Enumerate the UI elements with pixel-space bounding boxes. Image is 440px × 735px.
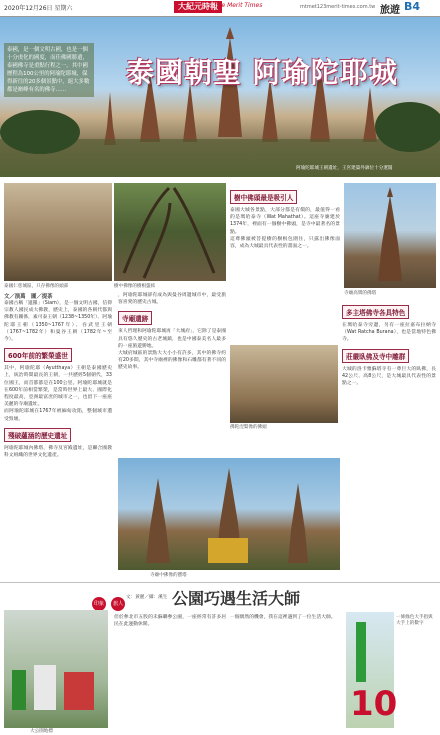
headline: 泰國朝聖 阿瑜陀耶城 xyxy=(126,56,398,89)
caption-buddha-head: 佛陀涅槃像的佛頭 xyxy=(230,425,267,430)
photo-tree-roots xyxy=(114,183,226,281)
page-number: B4 xyxy=(404,0,421,13)
paragraph: 這尊佛頭被菩提樹的樹根包圍住，只露出佛像面容，成為大城最具代表性的畫面之一。 xyxy=(230,236,340,250)
pagoda-drawing xyxy=(344,183,436,288)
subhead: 殘破蘊涵的歷史遺址 xyxy=(4,428,71,442)
photo-park xyxy=(4,610,108,728)
bottom-byline: 文：黃麗／攝：溪生 xyxy=(126,595,168,600)
photo-pagoda xyxy=(344,183,436,288)
article-column-3 xyxy=(230,185,340,340)
section-name: 旅遊 xyxy=(380,5,400,16)
subhead: 多主塔佛寺各具特色 xyxy=(342,305,409,319)
section-divider xyxy=(0,582,440,583)
hero-caption: 阿瑜陀耶城王朝遺址，王宮建築外廓位十分遼闊 xyxy=(296,166,393,171)
paragraph: 阿瑜陀耶城內佛塔、佛寺及宮殿遺址，是聯合國教科文組織的世界文化遺產。 xyxy=(4,445,112,459)
caption-green-hand: 一條綠色大手指與大手上的數字 xyxy=(396,615,433,626)
caption-pagoda: 寺廟高聳的佛塔 xyxy=(344,291,377,296)
photo-buddha-statues xyxy=(4,183,112,281)
paragraph: 在瑪哈泰寺旁邊，另有一座拉嘉布拉納寺（Wat Ratcha Burana），也是當地特色佛寺。 xyxy=(342,323,436,343)
park-drawing xyxy=(4,610,108,728)
subhead: 寺廟遺跡 xyxy=(118,311,152,325)
article-column-1 xyxy=(4,292,112,592)
bottom-column-1 xyxy=(114,614,226,724)
paragraph: 泰國古稱「暹羅」（Siam），是一個文明古國，信仰宗教人國民成大佛教，歷史上，泰國的各朝代都與佛教有關係，素可泰王朝（1238~1350年）、阿瑜陀耶王朝（1350~1767年）、吞武里王朝（1767~1782年）和曼谷王朝（1782年~至今）。 xyxy=(4,301,112,343)
bottom-headline: 公園巧遇生活大師 xyxy=(172,589,301,608)
paragraph: 而阿瑜陀耶城在1767年被緬甸攻陷，整個城市遭受毀壞。 xyxy=(4,409,112,422)
paragraph: 來人哲理和阿瑜陀耶城再「大城府」，它除了是泰國具有悠久歷史的古老城鎮，也是中國泰美名人最多的一座旅遊勝地。 xyxy=(118,329,226,349)
badge-traveler: 旅人 xyxy=(111,597,125,611)
newspaper-logo-en: The Merit Times xyxy=(214,2,263,9)
big-number: 10 xyxy=(350,684,398,724)
temple-ruins-illustration xyxy=(0,17,440,177)
paragraph: 一個偶然的機會，我在這裡遇到了一位生活大師。 xyxy=(230,615,336,620)
paragraph: 泰國大城各景點，大部分都是有價的，最值得一看的是瑪哈泰寺（Wat Mahathat）。這座寺廟建於1374年，裡面有一個樹中佛頭，是寺中最著名的景點。 xyxy=(230,208,340,235)
site-url: mtmet123merit-times.com.tw xyxy=(300,4,376,10)
subhead: 600年前的繁榮盛世 xyxy=(4,348,72,362)
bottom-column-2 xyxy=(230,614,340,724)
hero-photo xyxy=(0,17,440,177)
stupas-drawing xyxy=(118,458,340,570)
subhead: 樹中佛頭最是吸引人 xyxy=(230,190,297,204)
subhead: 莊嚴臥佛及寺中雕群 xyxy=(342,349,409,363)
paragraph: 但於參北市五股的未蘇聯參公園，一座經常有許多居民在此運動休閒。 xyxy=(114,615,226,628)
photo-temple-stupas xyxy=(118,458,340,570)
caption-tree: 樹中佛像的樹根盤結 xyxy=(114,284,156,289)
photo-green-hand xyxy=(346,612,398,728)
byline: 文／演萬 圖／提茶 xyxy=(4,294,53,300)
caption-buddha: 泰國仁慈城區，只存佛像的頭部 xyxy=(4,284,69,289)
tree-roots-drawing xyxy=(114,183,226,281)
newspaper-logo: 大紀元時報 xyxy=(174,1,222,13)
article-column-4 xyxy=(342,300,436,450)
badge-impression: 印象 xyxy=(92,597,106,611)
page-header xyxy=(0,0,440,17)
photo-buddha-head xyxy=(230,345,338,423)
caption-park: 大公園地標 xyxy=(30,729,53,734)
issue-date: 2020年12月26日 星期六 xyxy=(4,5,73,12)
paragraph: ，阿瑜陀耶城卻有成為與曼谷周邊城市中，最受旅客喜愛的歷史古城。 xyxy=(118,293,226,306)
caption-stupas: 寺廟中佛像的寶塔 xyxy=(150,573,187,578)
paragraph: 大城府城區的景點大大小小有許多，其中的佛寺約有20多間，其中寺廟裡的佛像和石雕都有著不同的歷史故事。 xyxy=(118,351,226,371)
badge-group xyxy=(92,590,125,611)
hero-intro: 泰國，是一個文明古國，也是一個十分虔化的國度，而佳佛國勝遺，泰國佛寺是重點行程之一。其中國歷程為100公里的阿瑜陀耶城，保得新往的20多個景點中，絕大多數都是巔峰有名的佛寺…… xyxy=(4,43,94,97)
paragraph: 大城的洛卡雅蘇塔寺有一尊巨大的臥佛，長42公尺、高8公尺，是大城最具代表性的景點之一。 xyxy=(342,366,436,387)
paragraph: 其中，阿瑜陀耶（Ayutthaya）王朝是泰國歷史上，統治時間最長的王朝，一共歷經5個朝代，33位國王，而首都都是在100公里。阿瑜陀耶城就是在600年前相當繁榮，是當時世界上最大、國際化程度最高，亞洲最富庶的城市之一，也留下一座座美麗的寺廟遺址。 xyxy=(4,366,112,408)
article-column-2 xyxy=(118,292,226,432)
